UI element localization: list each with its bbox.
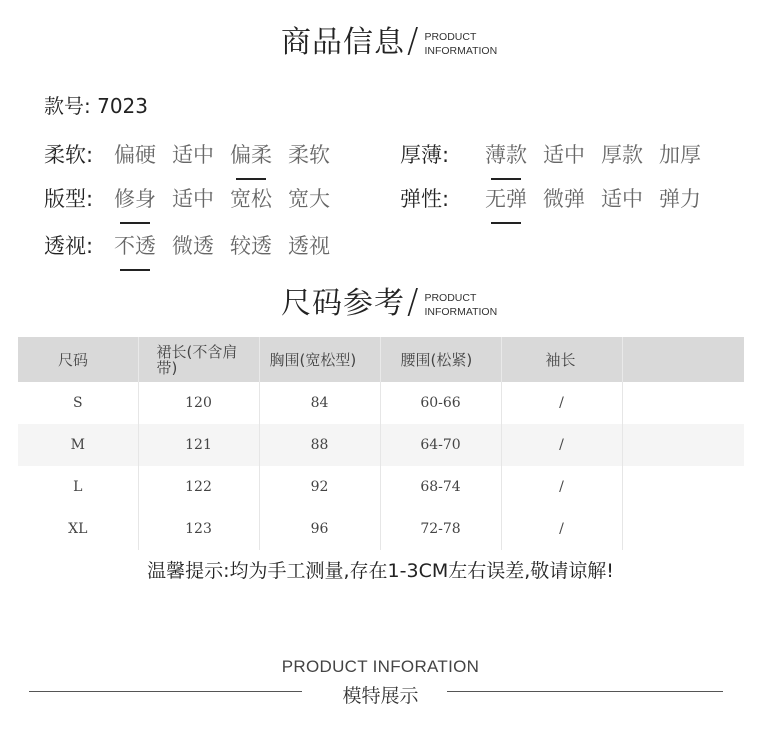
table-cell: / (501, 508, 622, 550)
header-sleeve: 袖长 (501, 337, 622, 382)
attr-fit (44, 183, 346, 213)
divider-right (447, 691, 723, 692)
attr-option: 适中 (172, 143, 214, 167)
table-cell: S (18, 382, 138, 424)
size-reference-heading (281, 282, 498, 322)
attr-option: 加厚 (659, 143, 701, 167)
attr-label: 厚薄: (400, 143, 450, 167)
product-info-heading (281, 21, 498, 61)
table-cell: 60-66 (380, 382, 501, 424)
attr-option: 柔软 (288, 143, 330, 167)
attr-option-selected: 无弹 (485, 183, 527, 213)
heading-slash: / (407, 282, 419, 322)
heading-slash: / (407, 21, 419, 61)
attr-elasticity (400, 183, 717, 213)
header-empty (622, 337, 744, 382)
attr-option: 厚款 (601, 143, 643, 167)
attr-option: 微弹 (543, 187, 585, 211)
table-cell (622, 508, 744, 550)
table-cell: / (501, 466, 622, 508)
size-reference-title: 尺码参考 (281, 286, 405, 321)
table-cell: 121 (138, 424, 259, 466)
attr-label: 版型: (44, 187, 94, 211)
table-cell: 84 (259, 382, 380, 424)
header-dress-length: 裙长(不含肩带) (138, 337, 259, 382)
model-section-title: 模特展示 (342, 685, 419, 707)
table-row (18, 508, 744, 550)
attr-label: 弹性: (400, 187, 450, 211)
attr-option: 宽松 (230, 187, 272, 211)
attr-transparency (44, 230, 346, 260)
attr-option: 宽大 (288, 187, 330, 211)
table-header-row (18, 337, 744, 382)
table-cell: M (18, 424, 138, 466)
table-cell: 96 (259, 508, 380, 550)
attr-option: 透视 (288, 234, 330, 258)
table-cell: 120 (138, 382, 259, 424)
size-reference-title-en: PRODUCT INFORMATION (424, 292, 498, 318)
table-cell (622, 424, 744, 466)
table-cell: 92 (259, 466, 380, 508)
attr-label: 柔软: (44, 143, 94, 167)
table-row (18, 424, 744, 466)
product-info-title-en: PRODUCT INFORMATION (424, 31, 498, 57)
table-cell: / (501, 382, 622, 424)
attr-label: 透视: (44, 234, 94, 258)
table-cell: 122 (138, 466, 259, 508)
attr-option-selected: 不透 (114, 230, 156, 260)
table-cell: 123 (138, 508, 259, 550)
attr-option: 较透 (230, 234, 272, 258)
style-number (44, 90, 148, 119)
size-table (18, 337, 744, 550)
table-cell: 72-78 (380, 508, 501, 550)
attr-option-selected: 薄款 (485, 139, 527, 169)
model-section-title-en: PRODUCT INFORATION (281, 657, 480, 676)
attr-option-selected: 偏柔 (230, 139, 272, 169)
attr-option: 适中 (172, 187, 214, 211)
table-cell: L (18, 466, 138, 508)
table-cell: XL (18, 508, 138, 550)
table-cell: 88 (259, 424, 380, 466)
attr-thickness (400, 139, 717, 169)
table-row (18, 382, 744, 424)
attr-option: 弹力 (659, 187, 701, 211)
style-number-label: 款号: (44, 94, 91, 118)
product-info-title: 商品信息 (281, 25, 405, 60)
table-cell (622, 382, 744, 424)
table-cell: 64-70 (380, 424, 501, 466)
measurement-tip: 温馨提示:均为手工测量,存在1-3CM左右误差,敬请谅解! (147, 560, 614, 582)
table-row (18, 466, 744, 508)
header-bust: 胸围(宽松型) (259, 337, 380, 382)
header-waist: 腰围(松紧) (380, 337, 501, 382)
attr-option: 偏硬 (114, 143, 156, 167)
attr-option: 适中 (543, 143, 585, 167)
attr-softness (44, 139, 346, 169)
table-cell: / (501, 424, 622, 466)
attr-option-selected: 修身 (114, 183, 156, 213)
table-cell (622, 466, 744, 508)
style-number-value: 7023 (97, 94, 149, 118)
attr-option: 微透 (172, 234, 214, 258)
attr-option: 适中 (601, 187, 643, 211)
header-size: 尺码 (18, 337, 138, 382)
table-cell: 68-74 (380, 466, 501, 508)
